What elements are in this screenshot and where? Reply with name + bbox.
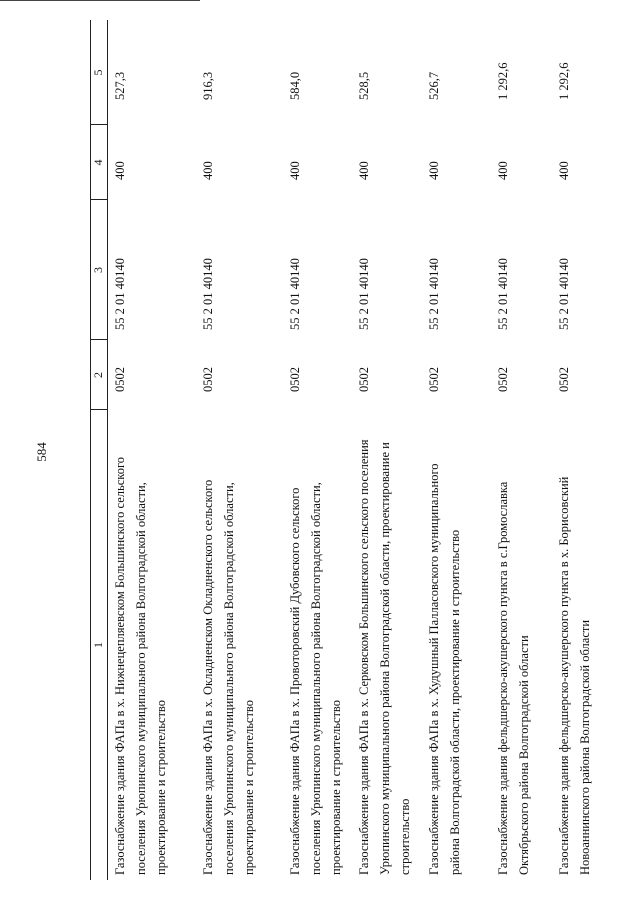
page-number: 584 <box>34 442 49 462</box>
row-2-amount: 916,3 <box>201 71 215 100</box>
row-7-target: 55 2 01 40140 <box>557 258 571 330</box>
row-7-type: 400 <box>557 161 571 180</box>
row-5-section: 0502 <box>427 367 441 392</box>
header-col-5: 5 <box>91 69 105 76</box>
row-3-amount: 584,0 <box>288 71 302 100</box>
row-5-amount: 526,7 <box>427 71 441 100</box>
header-col-1: 1 <box>91 642 105 648</box>
header-bottom-rule <box>107 20 108 880</box>
row-3-section: 0502 <box>288 367 302 392</box>
row-1-type: 400 <box>113 161 127 180</box>
row-4-amount: 528,5 <box>357 71 371 100</box>
row-7-name: Газоснабжение здания фельдшерско-акушерского пункта в х. Борисовский Новоаннинского района Волгоградской области <box>557 476 592 875</box>
row-2-type: 400 <box>201 161 215 180</box>
header-col-2: 2 <box>91 372 105 378</box>
row-3-type: 400 <box>288 161 302 180</box>
row-3-name: Газоснабжение здания ФАПа в х. Провоторовский Дубовского сельского поселения Урюпинского муниципального района Волгоградской области, проектирование и строительство <box>288 482 343 875</box>
row-6-amount: 1 292,6 <box>496 62 510 100</box>
header-col-4: 4 <box>91 159 105 166</box>
row-4-section: 0502 <box>357 367 371 392</box>
row-4-type: 400 <box>357 161 371 180</box>
row-2-target: 55 2 01 40140 <box>201 258 215 330</box>
row-6-target: 55 2 01 40140 <box>496 258 510 330</box>
row-1-target: 55 2 01 40140 <box>113 258 127 330</box>
row-2-name: Газоснабжение здания ФАПа в х. Окладненском Окладненского сельского поселения Урюпинского муниципального района Волгоградской области, проектирование и строительство <box>201 479 256 875</box>
row-7-section: 0502 <box>557 367 571 392</box>
row-1-name: Газоснабжение здания ФАПа в х. Нижнецепляевском Большинского сельского поселения Урюпинского муниципального района Волгоградской области, проектирование и строительство <box>113 456 168 875</box>
row-1-section: 0502 <box>113 367 127 392</box>
header-col-3: 3 <box>91 267 105 273</box>
row-7-amount: 1 292,6 <box>557 62 571 100</box>
row-5-target: 55 2 01 40140 <box>427 258 441 330</box>
row-3-target: 55 2 01 40140 <box>288 258 302 330</box>
row-4-name: Газоснабжение здания ФАПа в х. Серковском Большинского сельского поселения Урюпинского муниципального района Волгоградской области, проектирование и строительство <box>357 439 412 875</box>
row-4-target: 55 2 01 40140 <box>357 258 371 330</box>
budget-table <box>90 20 620 880</box>
top-rule <box>0 0 200 1</box>
row-6-section: 0502 <box>496 367 510 392</box>
row-6-type: 400 <box>496 161 510 180</box>
row-5-type: 400 <box>427 161 441 180</box>
row-6-name: Газоснабжение здания фельдшерско-акушерского пункта в с.Громославка Октябрьского района Волгоградской области <box>496 481 531 875</box>
row-2-section: 0502 <box>201 367 215 392</box>
row-1-amount: 527,3 <box>113 71 127 100</box>
row-5-name: Газоснабжение здания ФАПа в х. Худушный Палласовского муниципального района Волгоградской области, проектирование и строительство <box>427 463 462 875</box>
